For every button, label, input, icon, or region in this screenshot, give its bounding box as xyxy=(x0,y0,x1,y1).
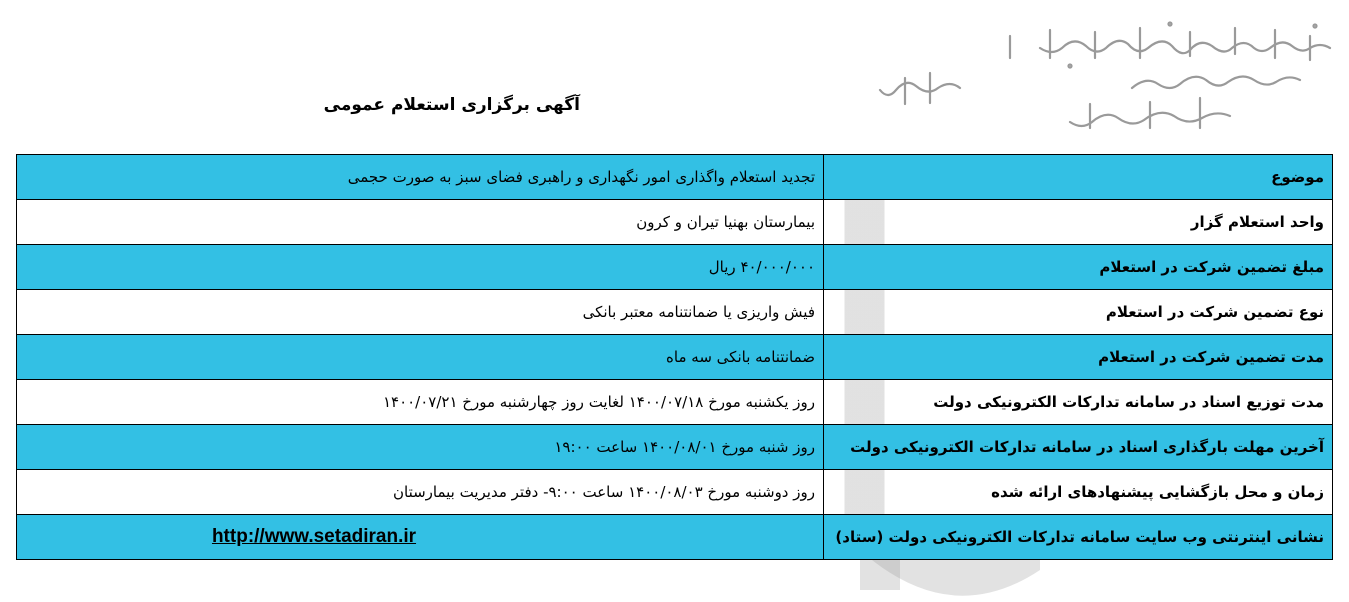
table-row xyxy=(17,245,1333,290)
row-value-inquiring-unit: بیمارستان بهنیا تیران و کرون xyxy=(17,200,824,245)
row-value-opening-time-place: روز دوشنبه مورخ ۱۴۰۰/۰۸/۰۳ ساعت ۹:۰۰- دفتر مدیریت بیمارستان xyxy=(17,470,824,515)
row-value-guarantee-amount: ۴۰/۰۰۰/۰۰۰ ریال xyxy=(17,245,824,290)
table-row xyxy=(17,515,1333,560)
row-value-guarantee-duration: ضمانتنامه بانکی سه ماه xyxy=(17,335,824,380)
row-label-opening-time-place: زمان و محل بازگشایی پیشنهادهای ارائه شده xyxy=(824,470,1333,515)
row-label-guarantee-duration: مدت تضمین شرکت در استعلام xyxy=(824,335,1333,380)
row-value-document-distribution: روز یکشنبه مورخ ۱۴۰۰/۰۷/۱۸ لغایت روز چهارشنبه مورخ ۱۴۰۰/۰۷/۲۱ xyxy=(17,380,824,425)
table-row xyxy=(17,470,1333,515)
row-label-inquiring-unit: واحد استعلام گزار xyxy=(824,200,1333,245)
row-label-guarantee-type: نوع تضمین شرکت در استعلام xyxy=(824,290,1333,335)
row-label-guarantee-amount: مبلغ تضمین شرکت در استعلام xyxy=(824,245,1333,290)
table-row xyxy=(17,425,1333,470)
row-value-guarantee-type: فیش واریزی یا ضمانتنامه معتبر بانکی xyxy=(17,290,824,335)
row-value-setad-website xyxy=(17,515,824,560)
row-label-subject: موضوع xyxy=(824,155,1333,200)
table-row xyxy=(17,380,1333,425)
row-value-subject: تجدید استعلام واگذاری امور نگهداری و راهبری فضای سبز به صورت حجمی xyxy=(17,155,824,200)
row-label-upload-deadline: آخرین مهلت بارگذاری اسناد در سامانه تدارکات الکترونیکی دولت xyxy=(824,425,1333,470)
setad-website-link[interactable]: http://www.setadiran.ir xyxy=(211,526,417,547)
table-row xyxy=(17,155,1333,200)
calligraphy-logo-icon xyxy=(870,18,1340,143)
table-row xyxy=(17,335,1333,380)
row-label-document-distribution: مدت توزیع اسناد در سامانه تدارکات الکترونیکی دولت xyxy=(824,380,1333,425)
table-row xyxy=(17,200,1333,245)
row-label-setad-website: نشانی اینترنتی وب سایت سامانه تدارکات الکترونیکی دولت (ستاد) xyxy=(824,515,1333,560)
university-calligraphy-logo xyxy=(870,18,1340,143)
table-row xyxy=(17,290,1333,335)
row-value-upload-deadline: روز شنبه مورخ ۱۴۰۰/۰۸/۰۱ ساعت ۱۹:۰۰ xyxy=(17,425,824,470)
notice-title: آگهی برگزاری استعلام عمومی xyxy=(323,95,580,115)
notice-table xyxy=(16,154,1333,560)
